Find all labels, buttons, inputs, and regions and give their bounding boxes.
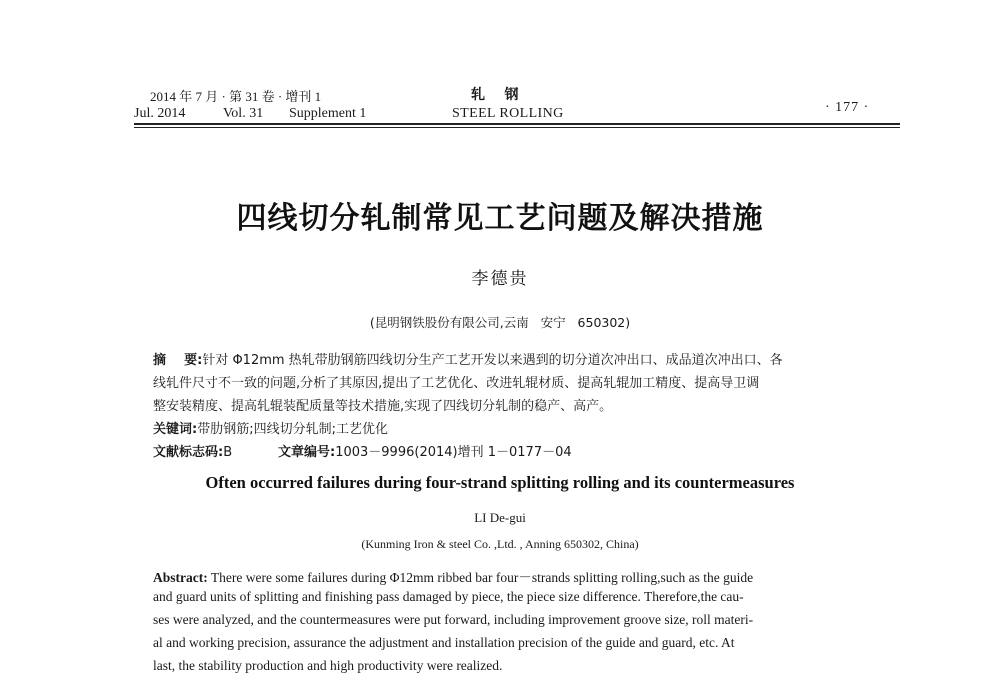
abstract-en-line-1: Abstract: There were some failures during Φ12mm ribbed bar four－strands splitting rolling,such as the guide bbox=[153, 570, 754, 585]
abstract-cn-line-1: 摘 要:针对 Φ12mm 热轧带肋钢筋四线切分生产工艺开发以来遇到的切分道次冲出口、成品道次冲出口、各 bbox=[153, 353, 783, 368]
header-rule-thin bbox=[134, 127, 900, 128]
author-en: LI De-gui bbox=[474, 510, 526, 525]
doc-code-cn bbox=[153, 441, 232, 460]
abstract-en-line-5: last, the stability production and high productivity were realized. bbox=[153, 658, 503, 673]
abstract-cn-label: 摘 要: bbox=[153, 353, 203, 368]
header-supplement: Supplement 1 bbox=[289, 106, 367, 121]
abstract-en-label: Abstract: bbox=[153, 570, 208, 585]
header-page-number: · 177 · bbox=[825, 100, 870, 115]
header-rule-thick bbox=[134, 123, 900, 125]
keywords-cn-value: 带肋钢筋;四线切分轧制;工艺优化 bbox=[197, 422, 388, 437]
affiliation-cn: (昆明钢铁股份有限公司,云南 安宁 650302) bbox=[369, 315, 631, 330]
article-no-cn bbox=[278, 441, 572, 460]
abstract-cn-line-3: 整安装精度、提高轧辊装配质量等技术措施,实现了四线切分轧制的稳产、高产。 bbox=[153, 399, 613, 414]
article-no-label: 文章编号: bbox=[278, 445, 336, 460]
article-title-en: Often occurred failures during four-strand splitting rolling and its countermeasures bbox=[205, 473, 795, 492]
header-journal-en: STEEL ROLLING bbox=[452, 106, 564, 121]
doc-code-label: 文献标志码: bbox=[153, 445, 224, 460]
keywords-cn-label: 关键词: bbox=[153, 422, 198, 437]
header-date-cn: 2014 年 7 月 · 第 31 卷 · 增刊 1 bbox=[150, 89, 322, 104]
article-title-cn: 四线切分轧制常见工艺问题及解决措施 bbox=[236, 201, 764, 236]
abstract-cn-line-2: 线轧件尺寸不一致的问题,分析了其原因,提出了工艺优化、改进轧辊材质、提高轧辊加工精度、提高导卫调 bbox=[153, 376, 760, 391]
author-cn: 李德贵 bbox=[471, 269, 529, 289]
header-date-en: Jul. 2014 bbox=[134, 106, 186, 121]
abstract-en-line-2: and guard units of splitting and finishing pass damaged by piece, the piece size difference. Therefore,the cau- bbox=[153, 589, 744, 604]
affiliation-en: (Kunming Iron & steel Co. ,Ltd. , Anning 650302, China) bbox=[361, 537, 639, 551]
header-journal-cn: 轧 钢 bbox=[471, 87, 519, 103]
header-volume: Vol. 31 bbox=[223, 106, 264, 121]
keywords-cn bbox=[153, 418, 388, 437]
article-no-value: 1003－9996(2014)增刊 1－0177－04 bbox=[335, 445, 572, 460]
doc-code-value: B bbox=[223, 445, 233, 460]
abstract-en-line-4: al and working precision, assurance the adjustment and installation precision of the guide and guard, etc. At bbox=[153, 635, 735, 650]
abstract-en-line-3: ses were analyzed, and the countermeasures were put forward, including improvement groove size, roll materi- bbox=[153, 612, 754, 627]
